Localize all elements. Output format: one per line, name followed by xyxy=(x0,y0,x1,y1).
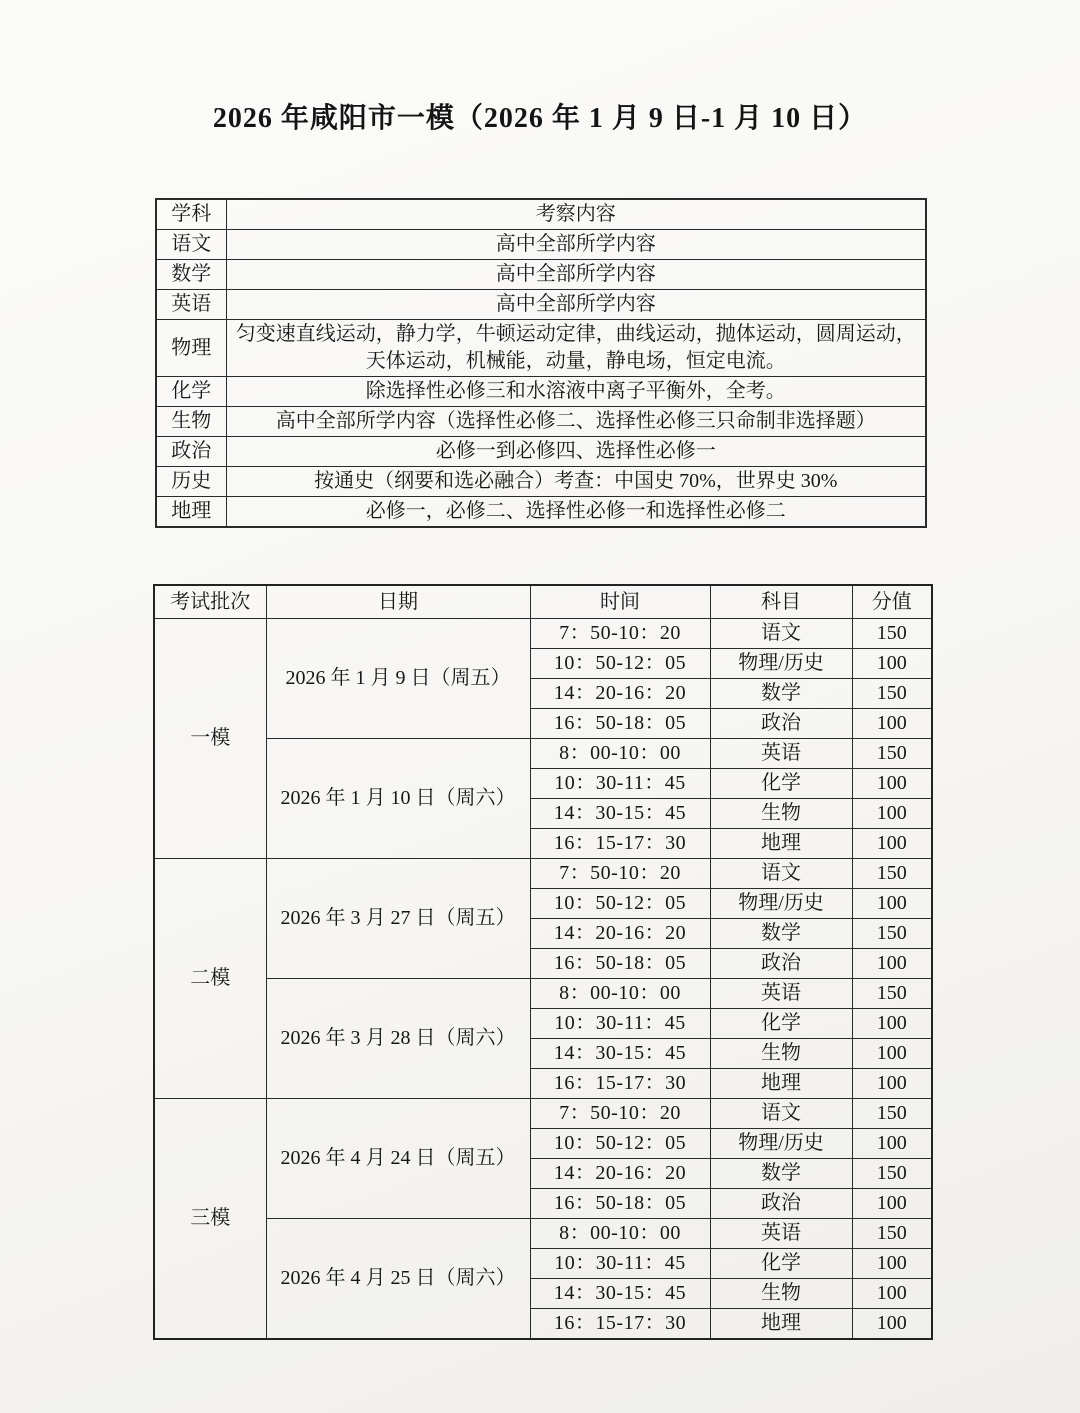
exam-date: 2026 年 3 月 27 日（周五） xyxy=(266,859,530,979)
session-score: 100 xyxy=(852,1279,932,1309)
session-row xyxy=(154,619,932,649)
subjects-header-row xyxy=(156,199,926,230)
session-score: 100 xyxy=(852,1249,932,1279)
session-score: 100 xyxy=(852,709,932,739)
session-row xyxy=(154,1219,932,1249)
subject-content: 按通史（纲要和选必融合）考查：中国史 70%，世界史 30% xyxy=(226,467,926,497)
subject-row xyxy=(156,290,926,320)
exam-date: 2026 年 4 月 25 日（周六） xyxy=(266,1219,530,1340)
page-title: 2026 年咸阳市一模（2026 年 1 月 9 日-1 月 10 日） xyxy=(212,103,868,134)
subject-row xyxy=(156,230,926,260)
subjects-header-subject: 学科 xyxy=(156,199,226,230)
subject-content: 高中全部所学内容（选择性必修二、选择性必修三只命制非选择题） xyxy=(226,407,926,437)
session-time: 10：30-11：45 xyxy=(530,769,710,799)
subject-content: 必修一到必修四、选择性必修一 xyxy=(226,437,926,467)
session-time: 8：00-10：00 xyxy=(530,1219,710,1249)
session-subject: 语文 xyxy=(710,1099,852,1129)
session-row xyxy=(154,739,932,769)
schedule-header-batch: 考试批次 xyxy=(154,585,266,619)
subject-content: 高中全部所学内容 xyxy=(226,260,926,290)
session-score: 100 xyxy=(852,949,932,979)
subject-content: 高中全部所学内容 xyxy=(226,290,926,320)
session-subject: 语文 xyxy=(710,619,852,649)
schedule-header-time: 时间 xyxy=(530,585,710,619)
batch-name: 二模 xyxy=(154,859,266,1099)
session-time: 7：50-10：20 xyxy=(530,859,710,889)
batch-name: 一模 xyxy=(154,619,266,859)
session-score: 150 xyxy=(852,739,932,769)
session-time: 10：50-12：05 xyxy=(530,649,710,679)
session-subject: 英语 xyxy=(710,1219,852,1249)
session-score: 150 xyxy=(852,859,932,889)
batch-name: 三模 xyxy=(154,1099,266,1340)
session-time: 10：50-12：05 xyxy=(530,1129,710,1159)
session-subject: 政治 xyxy=(710,949,852,979)
subject-content: 高中全部所学内容 xyxy=(226,230,926,260)
session-subject: 生物 xyxy=(710,799,852,829)
session-row xyxy=(154,1099,932,1129)
schedule-table xyxy=(153,584,933,1340)
session-score: 100 xyxy=(852,1129,932,1159)
subject-row xyxy=(156,260,926,290)
subjects-table-body xyxy=(156,230,926,528)
session-subject: 英语 xyxy=(710,979,852,1009)
session-time: 16：15-17：30 xyxy=(530,1069,710,1099)
schedule-table-body xyxy=(154,619,932,1340)
session-time: 8：00-10：00 xyxy=(530,739,710,769)
session-subject: 地理 xyxy=(710,829,852,859)
session-time: 7：50-10：20 xyxy=(530,619,710,649)
session-subject: 物理/历史 xyxy=(710,1129,852,1159)
subject-name: 英语 xyxy=(156,290,226,320)
session-score: 150 xyxy=(852,1159,932,1189)
session-subject: 物理/历史 xyxy=(710,889,852,919)
session-subject: 生物 xyxy=(710,1279,852,1309)
session-score: 100 xyxy=(852,1189,932,1219)
session-time: 8：00-10：00 xyxy=(530,979,710,1009)
session-time: 14：30-15：45 xyxy=(530,1279,710,1309)
session-score: 100 xyxy=(852,1069,932,1099)
session-subject: 化学 xyxy=(710,1249,852,1279)
subject-name: 生物 xyxy=(156,407,226,437)
session-time: 14：30-15：45 xyxy=(530,1039,710,1069)
session-score: 100 xyxy=(852,889,932,919)
session-score: 100 xyxy=(852,1009,932,1039)
subject-row xyxy=(156,407,926,437)
session-subject: 物理/历史 xyxy=(710,649,852,679)
session-score: 150 xyxy=(852,679,932,709)
session-subject: 政治 xyxy=(710,709,852,739)
subject-row xyxy=(156,467,926,497)
session-time: 16：15-17：30 xyxy=(530,829,710,859)
session-score: 100 xyxy=(852,769,932,799)
session-score: 100 xyxy=(852,1039,932,1069)
session-subject: 化学 xyxy=(710,1009,852,1039)
session-score: 150 xyxy=(852,1099,932,1129)
schedule-header-date: 日期 xyxy=(266,585,530,619)
schedule-header-row xyxy=(154,585,932,619)
subject-content: 除选择性必修三和水溶液中离子平衡外，全考。 xyxy=(226,377,926,407)
exam-date: 2026 年 4 月 24 日（周五） xyxy=(266,1099,530,1219)
session-score: 150 xyxy=(852,619,932,649)
session-time: 10：30-11：45 xyxy=(530,1009,710,1039)
session-subject: 英语 xyxy=(710,739,852,769)
subject-content: 匀变速直线运动，静力学，牛顿运动定律，曲线运动，抛体运动，圆周运动，天体运动，机械能，动量，静电场，恒定电流。 xyxy=(226,320,926,377)
session-subject: 化学 xyxy=(710,769,852,799)
subject-name: 语文 xyxy=(156,230,226,260)
subject-name: 地理 xyxy=(156,497,226,528)
session-subject: 数学 xyxy=(710,1159,852,1189)
session-score: 150 xyxy=(852,979,932,1009)
session-subject: 生物 xyxy=(710,1039,852,1069)
session-time: 14：20-16：20 xyxy=(530,1159,710,1189)
session-time: 16：50-18：05 xyxy=(530,1189,710,1219)
session-row xyxy=(154,859,932,889)
subject-row xyxy=(156,497,926,528)
session-score: 100 xyxy=(852,1309,932,1340)
exam-date: 2026 年 3 月 28 日（周六） xyxy=(266,979,530,1099)
subject-name: 化学 xyxy=(156,377,226,407)
session-score: 100 xyxy=(852,799,932,829)
session-score: 150 xyxy=(852,1219,932,1249)
subject-row xyxy=(156,437,926,467)
subject-content: 必修一，必修二、选择性必修一和选择性必修二 xyxy=(226,497,926,528)
schedule-header-subject: 科目 xyxy=(710,585,852,619)
session-time: 10：50-12：05 xyxy=(530,889,710,919)
session-time: 7：50-10：20 xyxy=(530,1099,710,1129)
subject-name: 政治 xyxy=(156,437,226,467)
session-time: 14：20-16：20 xyxy=(530,679,710,709)
session-subject: 数学 xyxy=(710,679,852,709)
session-time: 14：30-15：45 xyxy=(530,799,710,829)
subject-name: 数学 xyxy=(156,260,226,290)
session-time: 16：15-17：30 xyxy=(530,1309,710,1340)
subject-row xyxy=(156,320,926,377)
session-subject: 政治 xyxy=(710,1189,852,1219)
subject-name: 物理 xyxy=(156,320,226,377)
session-subject: 语文 xyxy=(710,859,852,889)
schedule-header-score: 分值 xyxy=(852,585,932,619)
session-time: 16：50-18：05 xyxy=(530,949,710,979)
session-time: 14：20-16：20 xyxy=(530,919,710,949)
exam-date: 2026 年 1 月 10 日（周六） xyxy=(266,739,530,859)
session-score: 150 xyxy=(852,919,932,949)
session-subject: 数学 xyxy=(710,919,852,949)
session-subject: 地理 xyxy=(710,1069,852,1099)
subject-name: 历史 xyxy=(156,467,226,497)
session-subject: 地理 xyxy=(710,1309,852,1340)
subjects-table xyxy=(155,198,927,528)
session-score: 100 xyxy=(852,649,932,679)
session-row xyxy=(154,979,932,1009)
session-time: 16：50-18：05 xyxy=(530,709,710,739)
session-time: 10：30-11：45 xyxy=(530,1249,710,1279)
exam-date: 2026 年 1 月 9 日（周五） xyxy=(266,619,530,739)
subject-row xyxy=(156,377,926,407)
subjects-header-content: 考察内容 xyxy=(226,199,926,230)
session-score: 100 xyxy=(852,829,932,859)
